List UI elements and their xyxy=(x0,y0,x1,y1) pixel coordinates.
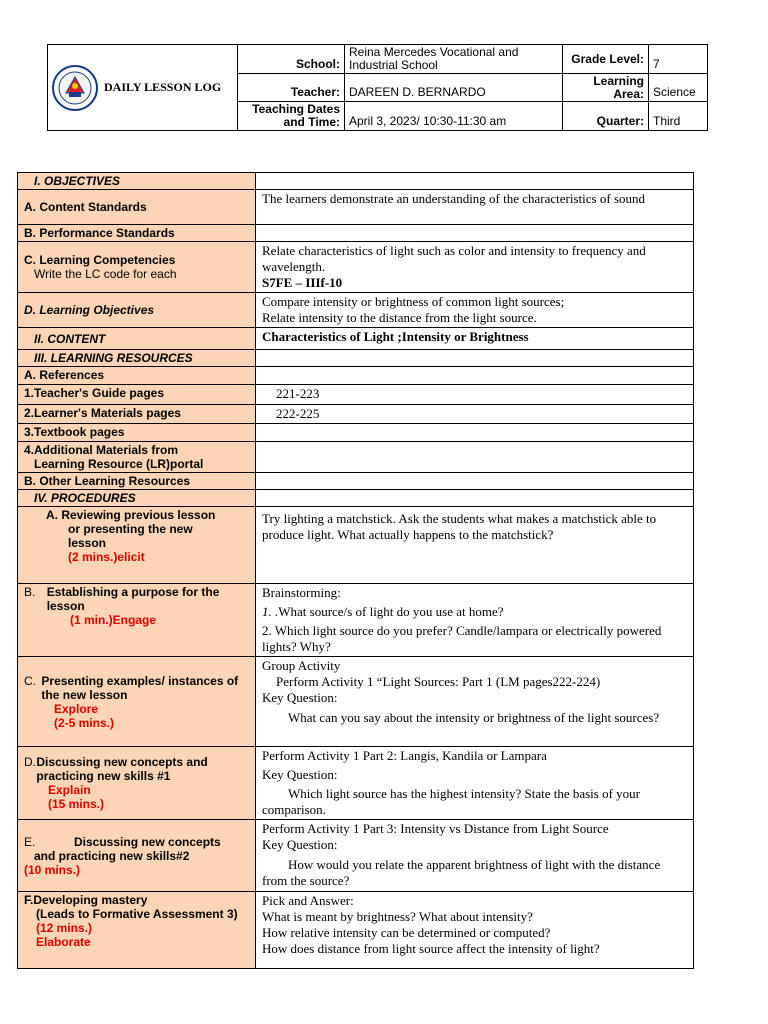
procedure-b-letter: B. xyxy=(24,585,36,599)
lc-value: Relate characteristics of light such as color and intensity to frequency and wavelength. xyxy=(262,243,646,274)
lesson-table xyxy=(17,172,694,969)
procedure-b-line: 2. Which light source do you prefer? Candle/lampara or electrically powered lights? Why? xyxy=(262,623,662,654)
tg-pages-label: 1.Teacher's Guide pages xyxy=(18,385,256,405)
textbook-pages-label: 3.Textbook pages xyxy=(18,424,256,442)
quarter-label: Quarter: xyxy=(563,102,649,131)
procedure-e-time: (10 mins.) xyxy=(24,862,81,877)
procedure-f-title-2: (Leads to Formative Assessment 3) xyxy=(36,907,238,921)
procedure-f-line: How does distance from light source affect the intensity of light? xyxy=(262,941,600,956)
procedure-c-line: Perform Activity 1 “Light Sources: Part 1 (LM pages222-224) xyxy=(276,674,601,689)
deped-seal-icon xyxy=(52,65,98,111)
procedure-e-title: Discussing new concepts xyxy=(74,834,221,849)
tg-pages-value: 221-223 xyxy=(256,385,694,405)
table-row xyxy=(18,892,694,969)
additional-materials-label-2: Learning Resource (LR)portal xyxy=(34,457,204,471)
area-label: Learning Area: xyxy=(563,74,649,102)
table-row xyxy=(18,173,694,190)
content-standards-value: The learners demonstrate an understanding of the characteristics of sound xyxy=(256,190,694,225)
table-row xyxy=(18,190,694,225)
procedure-a-time: (2 mins.)elicit xyxy=(68,550,145,564)
procedure-c-line: Group Activity xyxy=(262,658,341,673)
school-value: Reina Mercedes Vocational and Industrial School xyxy=(345,45,563,74)
table-row xyxy=(18,350,694,367)
procedure-b-time: (1 min.)Engage xyxy=(70,613,157,627)
procedure-a-title: A. Reviewing previous lesson xyxy=(46,508,216,522)
procedure-d-label xyxy=(18,747,256,820)
procedure-b-line xyxy=(262,604,687,620)
table-row xyxy=(18,225,694,242)
procedures-heading: IV. PROCEDURES xyxy=(18,490,256,507)
dates-label: Teaching Dates and Time: xyxy=(238,102,345,131)
procedure-e-label xyxy=(18,820,256,892)
header-table xyxy=(47,44,708,131)
procedure-d-cell xyxy=(256,747,694,820)
table-row xyxy=(18,657,694,747)
procedure-b-question: What source/s of light do you use at home? xyxy=(278,604,504,619)
content-value: Characteristics of Light ;Intensity or Brightness xyxy=(256,328,694,350)
table-row xyxy=(18,490,694,507)
content-heading: II. CONTENT xyxy=(18,328,256,350)
table-row xyxy=(18,405,694,424)
procedure-f-line: How relative intensity can be determined or computed? xyxy=(262,925,551,940)
procedure-f-line: What is meant by brightness? What about intensity? xyxy=(262,909,533,924)
procedure-f-phase: Elaborate xyxy=(36,935,91,949)
procedure-c-label xyxy=(18,657,256,747)
procedure-d-letter: D. xyxy=(24,755,36,769)
school-label: School: xyxy=(238,45,345,74)
learning-resources-heading: III. LEARNING RESOURCES xyxy=(18,350,256,367)
additional-materials-label: 4.Additional Materials from xyxy=(24,443,179,457)
procedure-c-line: Key Question: xyxy=(262,690,338,705)
grade-value: 7 xyxy=(649,45,708,74)
procedure-c-time: (2-5 mins.) xyxy=(54,715,115,730)
learning-objectives-label: D. Learning Objectives xyxy=(18,293,256,328)
lo-item: Compare intensity or brightness of common light sources; xyxy=(262,294,565,309)
content-standards-label: A. Content Standards xyxy=(18,190,256,225)
procedure-b-title: Establishing a purpose for the lesson xyxy=(46,585,220,613)
procedure-e-line: How would you relate the apparent brightness of light with the distance from the source? xyxy=(262,857,661,888)
learning-competencies-cell-value xyxy=(256,242,694,293)
learning-competencies-cell xyxy=(18,242,256,293)
lc-note: Write the LC code for each xyxy=(34,267,177,281)
table-row xyxy=(18,747,694,820)
procedure-d-title: Discussing new concepts and practicing new skills #1 xyxy=(36,755,208,783)
procedure-d-phase: Explain xyxy=(48,783,91,797)
procedure-f-cell xyxy=(256,892,694,969)
grade-label: Grade Level: xyxy=(563,45,649,74)
table-row xyxy=(18,367,694,385)
procedure-d-line: Which light source has the highest intensity? State the basis of your comparison. xyxy=(262,786,641,817)
procedure-d-line: Perform Activity 1 Part 2: Langis, Kandila or Lampara xyxy=(262,748,547,763)
procedure-a-text: Try lighting a matchstick. Ask the students what makes a matchstick able to produce light. What actually happens to the matchstick? xyxy=(256,507,694,584)
table-row xyxy=(18,584,694,657)
document-title: DAILY LESSON LOG xyxy=(104,80,222,94)
dates-value: April 3, 2023/ 10:30-11:30 am xyxy=(345,102,563,131)
additional-materials-cell xyxy=(18,442,256,473)
table-row xyxy=(18,385,694,405)
learning-competencies-label: C. Learning Competencies xyxy=(24,253,176,267)
procedure-c-line: What can you say about the intensity or brightness of the light sources? xyxy=(288,710,660,725)
procedure-b-cell xyxy=(256,584,694,657)
procedure-a-title-3: lesson xyxy=(68,536,107,550)
lo-item: Relate intensity to the distance from the light source. xyxy=(262,310,537,325)
objectives-heading: I. OBJECTIVES xyxy=(18,173,256,190)
table-row xyxy=(18,293,694,328)
procedure-b-label xyxy=(18,584,256,657)
references-label: A. References xyxy=(18,367,256,385)
procedure-f-title: F.Developing mastery xyxy=(24,893,148,907)
performance-standards-label: B. Performance Standards xyxy=(18,225,256,242)
procedure-b-line: Brainstorming: xyxy=(262,585,341,600)
procedure-d-time: (15 mins.) xyxy=(48,797,105,811)
table-row xyxy=(18,820,694,892)
teacher-label: Teacher: xyxy=(238,74,345,102)
procedure-c-cell xyxy=(256,657,694,747)
quarter-value: Third xyxy=(649,102,708,131)
procedure-a-title-2: or presenting the new xyxy=(68,522,193,536)
procedure-b-number: 1. . xyxy=(262,604,279,619)
procedure-c-letter: C. xyxy=(24,673,36,688)
table-row xyxy=(18,442,694,473)
teacher-value: DAREEN D. BERNARDO xyxy=(345,74,563,102)
procedure-f-label xyxy=(18,892,256,969)
procedure-e-letter: E. xyxy=(24,834,36,849)
learning-objectives-cell xyxy=(256,293,694,328)
procedure-e-cell xyxy=(256,820,694,892)
procedure-e-line: Perform Activity 1 Part 3: Intensity vs Distance from Light Source xyxy=(262,821,609,836)
area-value: Science xyxy=(649,74,708,102)
table-row xyxy=(18,424,694,442)
lm-pages-value: 222-225 xyxy=(256,405,694,424)
procedure-c-phase: Explore xyxy=(54,701,99,716)
procedure-f-time: (12 mins.) xyxy=(36,921,93,935)
table-row xyxy=(18,473,694,490)
logo-cell xyxy=(48,45,238,131)
procedure-f-line: Pick and Answer: xyxy=(262,893,354,908)
table-row xyxy=(18,507,694,584)
procedure-c-title: Presenting examples/ instances of the new lesson xyxy=(41,673,239,702)
procedure-d-line: Key Question: xyxy=(262,767,338,782)
lm-pages-label: 2.Learner's Materials pages xyxy=(18,405,256,424)
table-row xyxy=(18,242,694,293)
other-resources-label: B. Other Learning Resources xyxy=(18,473,256,490)
procedure-e-title-2: and practicing new skills#2 xyxy=(34,848,190,863)
procedure-a-label xyxy=(18,507,256,584)
lc-code: S7FE – IIIf-10 xyxy=(262,275,343,290)
table-row xyxy=(18,328,694,350)
procedure-e-line: Key Question: xyxy=(262,837,338,852)
